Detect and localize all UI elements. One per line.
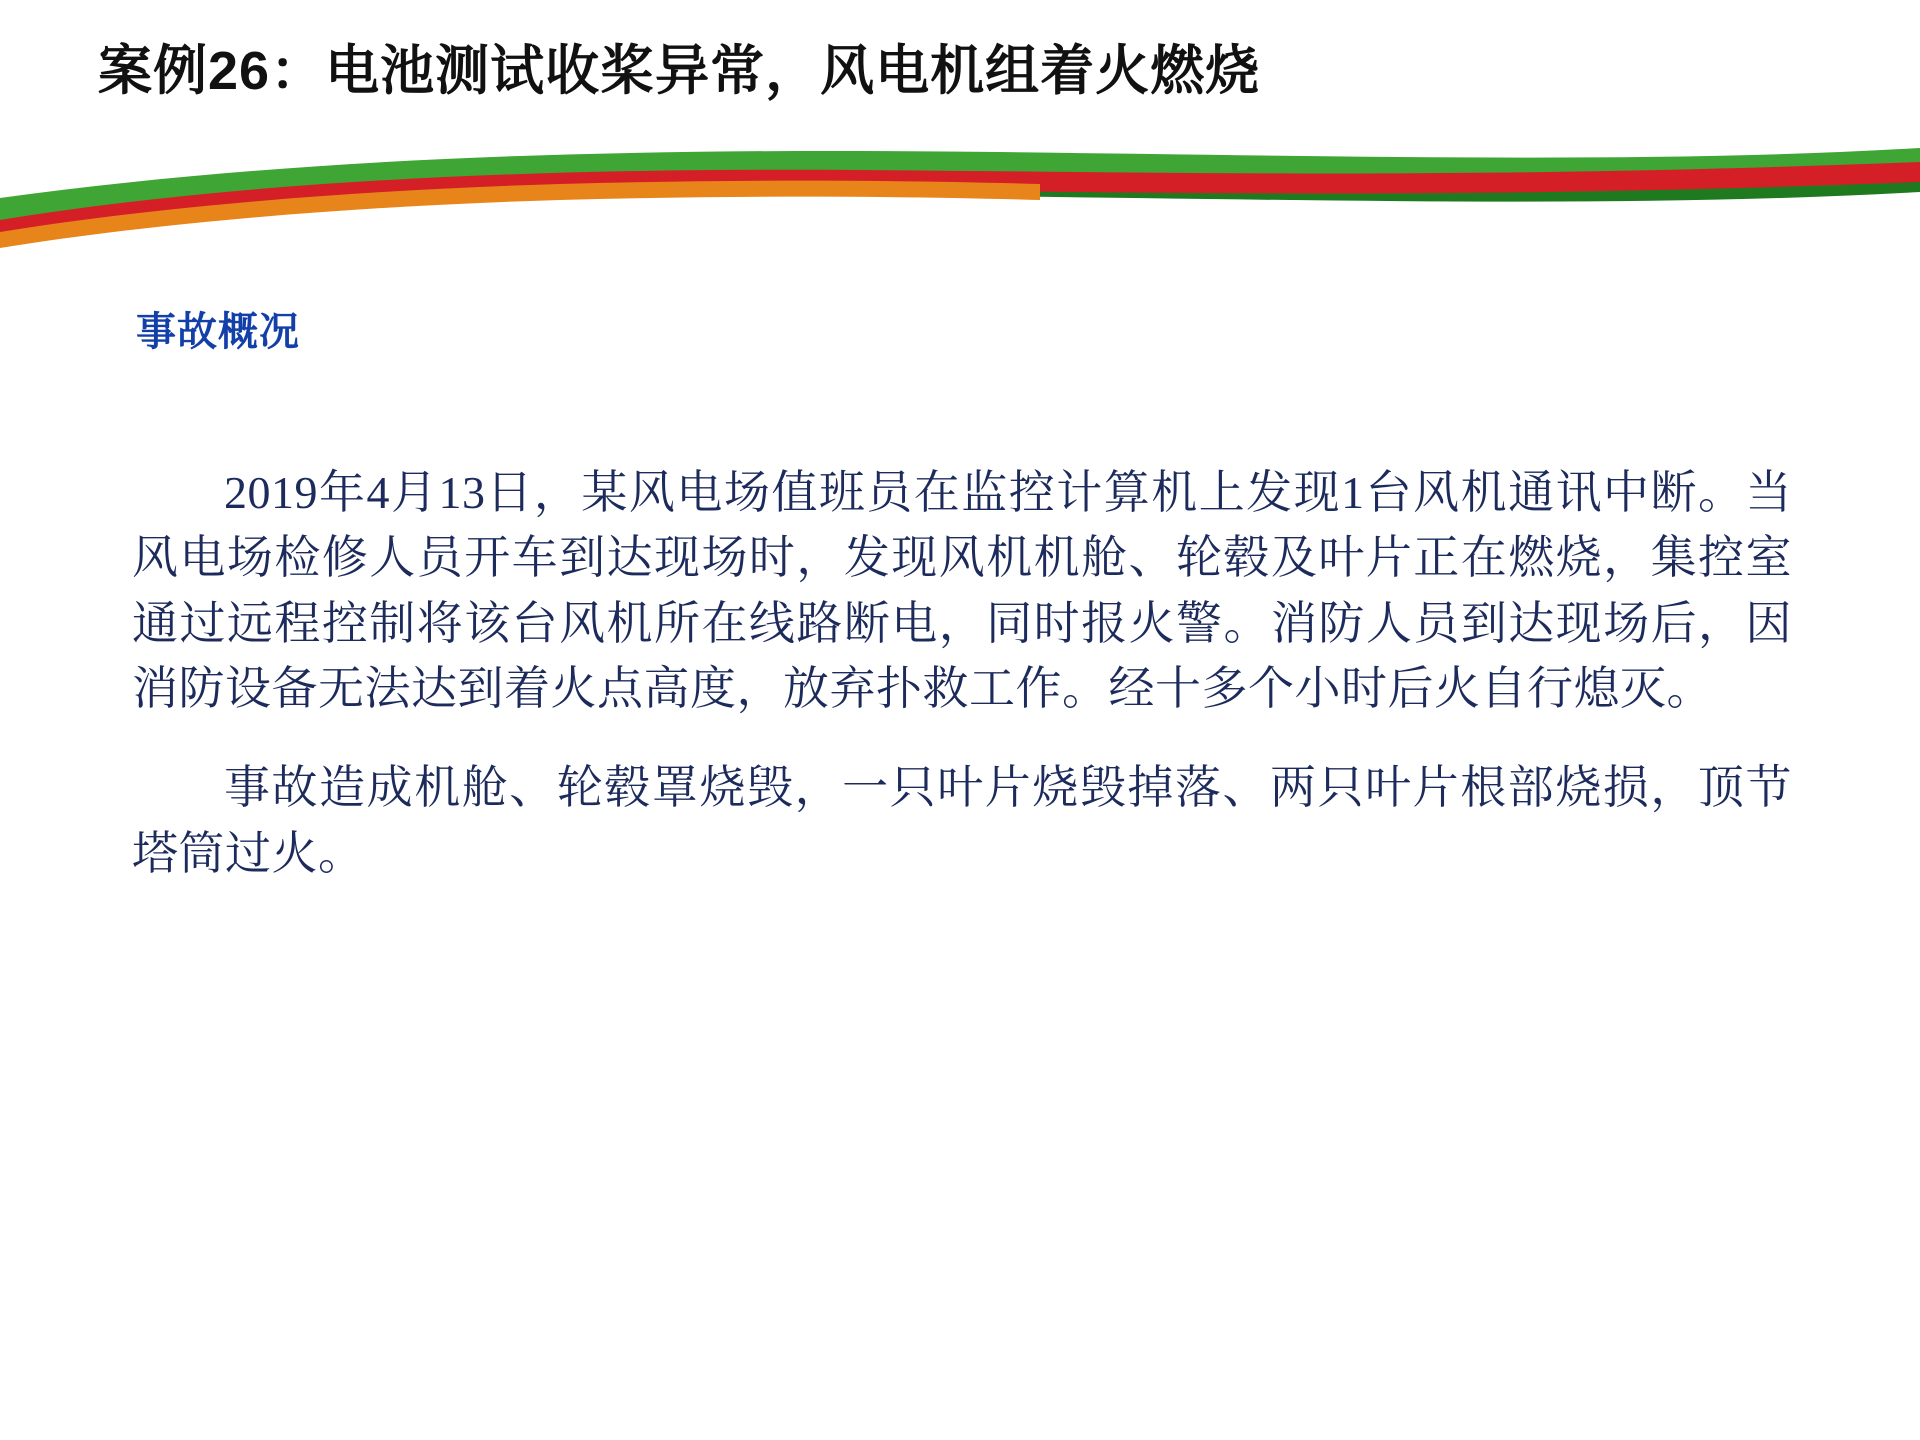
section-heading: 事故概况 [136,310,300,354]
body-content [132,460,1792,886]
page-title: 案例26：电池测试收桨异常，风电机组着火燃烧 [98,41,1261,101]
body-paragraph-1: 2019年4月13日，某风电场值班员在监控计算机上发现1台风机通讯中断。当风电场检修人员开车到达现场时，发现风机机舱、轮毂及叶片正在燃烧，集控室通过远程控制将该台风机所在线路断电，同时报火警。消防人员到达现场后，因消防设备无法达到着火点高度，放弃扑救工作。经十多个小时后火自行熄灭。 [132,467,1792,714]
body-paragraph-2: 事故造成机舱、轮毂罩烧毁，一只叶片烧毁掉落、两只叶片根部烧损，顶节塔筒过火。 [132,762,1792,879]
decorative-swoosh-band [0,148,1920,248]
